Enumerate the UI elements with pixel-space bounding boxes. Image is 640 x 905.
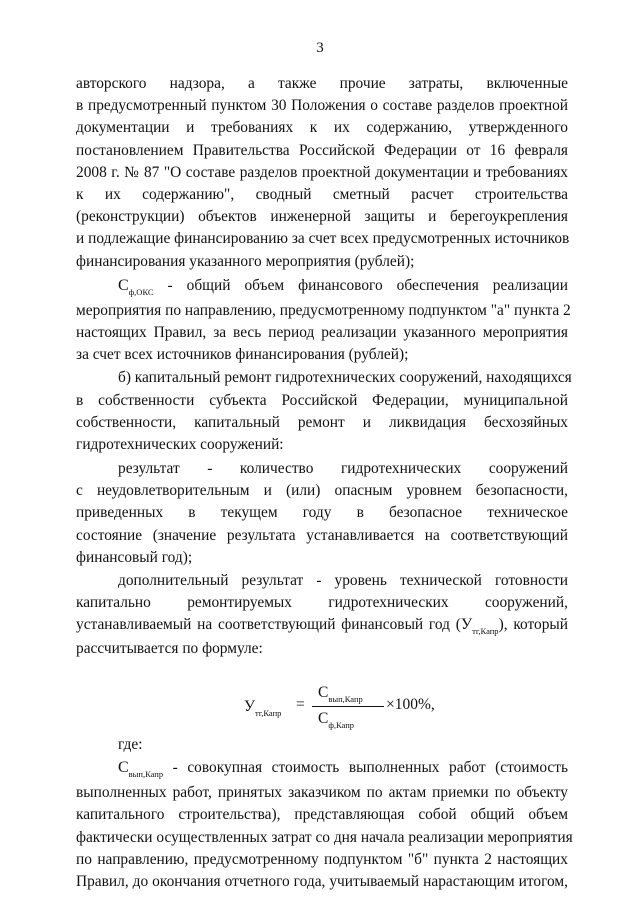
item-b-heading: б) капитальный ремонт гидротехнических сооружений, находящихся	[118, 369, 572, 387]
text-line: (реконструкции) объектов инженерной защиты и берегоукрепления	[76, 208, 568, 226]
fraction-bar	[312, 706, 384, 707]
text-line: авторского надзора, а также прочие затраты, включенные	[76, 75, 568, 92]
text-line: документации и требованиях к их содержанию, утвержденного	[76, 119, 568, 137]
symbol-c: С	[118, 276, 129, 294]
text-line: за счет всех источников финансирования (рублей);	[76, 346, 409, 364]
text-line: состояние (значение результата устанавливается на соответствующий	[76, 526, 568, 544]
text-line: капитально ремонтируемых гидротехнических сооружений,	[76, 594, 568, 612]
formula-symbol: С	[318, 683, 329, 701]
text-line: мероприятия по направлению, предусмотренному подпунктом "а" пункта 2	[76, 301, 571, 319]
symbol-subscript: тг,Капр	[472, 626, 499, 637]
text-line: приведенных в текущем году в безопасное техническое	[76, 504, 568, 522]
text-line: и подлежащие финансированию за счет всех предусмотренных источников	[76, 230, 570, 248]
definition-c-foks	[118, 277, 568, 296]
text-line: финансовый год);	[76, 548, 193, 566]
formula-lhs	[244, 698, 281, 716]
formula-denominator	[318, 710, 354, 728]
text-line: Правил, до окончания отчетного года, учитываемый нарастающим итогом,	[76, 873, 568, 891]
text-fragment: ), который	[498, 616, 568, 634]
where-label: где:	[118, 736, 143, 754]
symbol-u: У	[460, 616, 473, 634]
definition-c-vyp	[118, 759, 568, 778]
formula-subscript: вып,Капр	[328, 693, 363, 704]
formula-symbol: С	[318, 709, 329, 727]
text-line: финансирования указанного мероприятия (рублей);	[76, 252, 415, 270]
text-line: с неудовлетворительным и (или) опасным уровнем безопасности,	[76, 482, 568, 500]
text-line: 2008 г. № 87 "О составе разделов проектной документации и требованиях	[76, 163, 568, 181]
text-line: в собственности субъекта Российской Федерации, муниципальной	[76, 391, 568, 409]
text-line: фактически осуществленных затрат со дня начала реализации мероприятия	[76, 828, 573, 846]
text-line: капитального строительства), представляющая собой общий объем	[76, 806, 568, 824]
text-line: настоящих Правил, за весь период реализации указанного мероприятия	[76, 323, 568, 341]
text-line: в предусмотренный пунктом 30 Положения о составе разделов проектной	[76, 97, 568, 115]
formula-numerator	[318, 684, 363, 702]
definition-text: - общий объем финансового обеспечения реализации	[153, 276, 568, 294]
symbol-c: С	[118, 759, 129, 777]
additional-result-line: дополнительный результат - уровень технической готовности	[118, 571, 568, 589]
text-line: гидротехнических сооружений:	[76, 435, 284, 453]
page-number: 3	[316, 40, 324, 56]
text-line: к их содержанию", сводный сметный расчет строительства	[76, 185, 568, 203]
definition-text: - совокупная стоимость выполненных работ (стоимость	[163, 759, 568, 777]
formula-symbol: У	[244, 697, 255, 715]
formula-subscript: ф,Капр	[328, 719, 354, 730]
text-fragment: устанавливаемый на соответствующий финансовый год (	[76, 616, 461, 634]
text-line: выполненных работ, принятых заказчиком по актам приемки по объекту	[76, 784, 568, 802]
formula-u-tg-kapr	[244, 683, 435, 730]
formula-subscript: тг,Капр	[254, 707, 282, 718]
text-line: собственности, капитальный ремонт и ликвидация бесхозяйных	[76, 413, 568, 431]
symbol-subscript: ф,ОКС	[128, 286, 154, 297]
text-line: рассчитывается по формуле:	[76, 640, 263, 658]
formula-equals: =	[296, 695, 305, 713]
result-line: результат - количество гидротехнических сооружений	[118, 460, 568, 478]
formula-multiplier: ×100%,	[386, 695, 435, 713]
symbol-subscript: вып,Капр	[128, 769, 164, 780]
text-line: постановлением Правительства Российской Федерации от 16 февраля	[76, 141, 568, 159]
additional-result-formula-ref	[76, 616, 568, 635]
text-line: по направлению, предусмотренному подпунктом "б" пункта 2 настоящих	[76, 850, 568, 868]
